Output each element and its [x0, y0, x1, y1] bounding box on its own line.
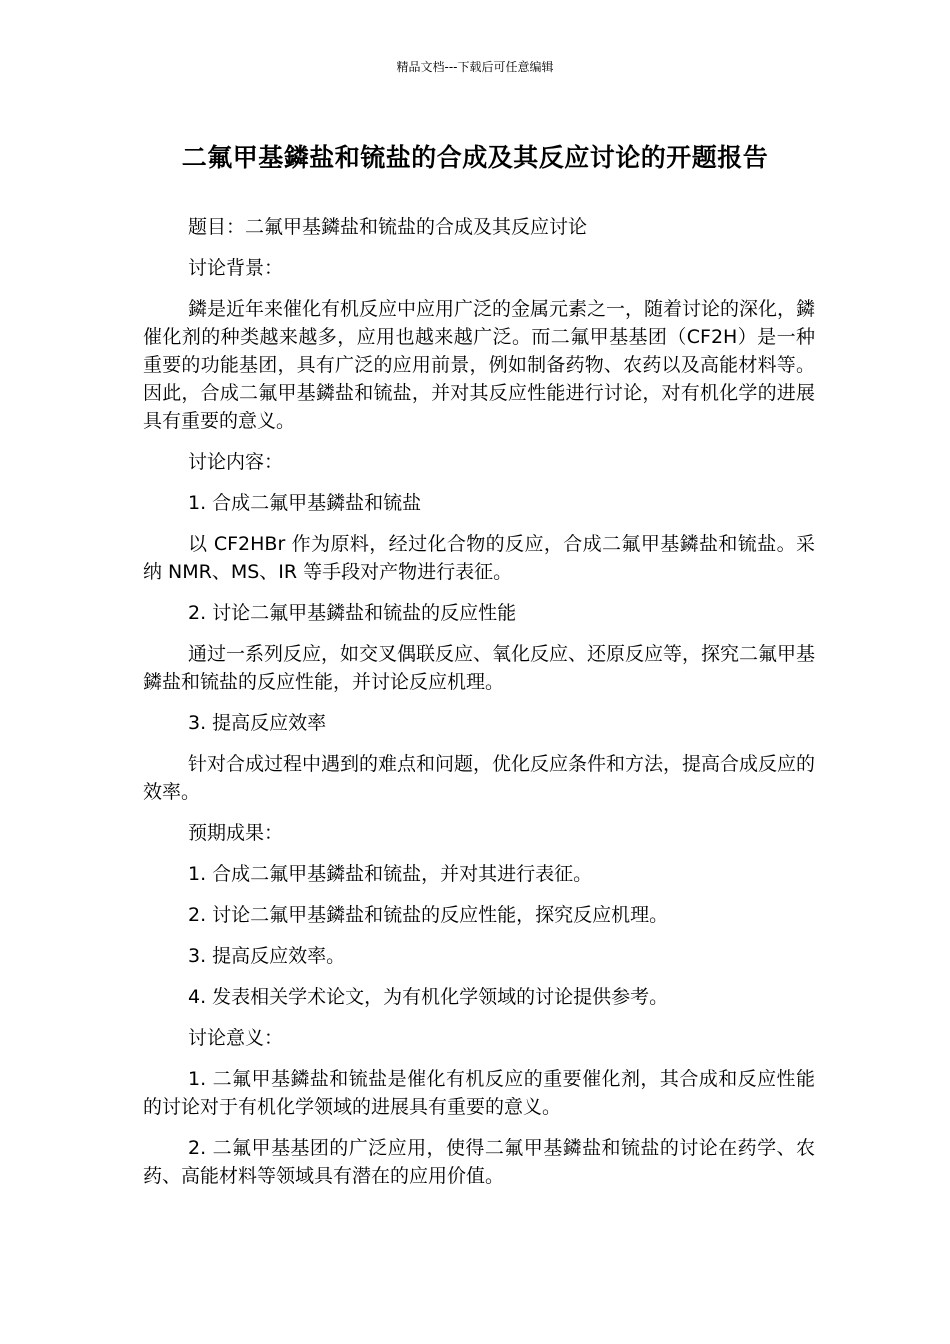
outcome-item-4: 4. 发表相关学术论文，为有机化学领域的讨论提供参考。: [188, 986, 669, 1008]
section-heading-significance: 讨论意义：: [188, 1027, 284, 1049]
document-title: 二氟甲基鏻盐和锍盐的合成及其反应讨论的开题报告: [181, 143, 769, 172]
document-body: [143, 213, 815, 1203]
content-item-3-detail: 针对合成过程中遇到的难点和问题，优化反应条件和方法，提高合成反应的效率。: [143, 753, 816, 803]
section-heading-background: 讨论背景：: [188, 257, 284, 279]
outcome-item-1: 1. 合成二氟甲基鏻盐和锍盐，并对其进行表征。: [188, 863, 593, 885]
significance-item-1: 1. 二氟甲基鏻盐和锍盐是催化有机反应的重要催化剂，其合成和反应性能的讨论对于有机化学领域的进展具有重要的意义。: [143, 1068, 815, 1118]
background-paragraph: 鏻是近年来催化有机反应中应用广泛的金属元素之一，随着讨论的深化，鏻催化剂的种类越来越多，应用也越来越广泛。而二氟甲基基团（CF2H）是一种重要的功能基团，具有广泛的应用前景，例如制备药物、农药以及高能材料等。因此，合成二氟甲基鏻盐和锍盐，并对其反应性能进行讨论，对有机化学的进展具有重要的意义。: [143, 298, 816, 432]
significance-item-2: 2. 二氟甲基基团的广泛应用，使得二氟甲基鏻盐和锍盐的讨论在药学、农药、高能材料等领域具有潜在的应用价值。: [143, 1137, 815, 1187]
content-item-1: 1. 合成二氟甲基鏻盐和锍盐: [188, 492, 422, 514]
section-heading-outcomes: 预期成果：: [188, 822, 284, 844]
content-item-2: 2. 讨论二氟甲基鏻盐和锍盐的反应性能: [188, 602, 517, 624]
page-header-note: 精品文档---下载后可任意编辑: [396, 60, 554, 74]
section-heading-content: 讨论内容：: [188, 451, 284, 473]
topic-line: 题目：二氟甲基鏻盐和锍盐的合成及其反应讨论: [188, 216, 588, 238]
content-item-1-detail: 以 CF2HBr 作为原料，经过化合物的反应，合成二氟甲基鏻盐和锍盐。采纳 NMR、MS、IR 等手段对产物进行表征。: [143, 533, 815, 583]
outcome-item-3: 3. 提高反应效率。: [188, 945, 346, 967]
outcome-item-2: 2. 讨论二氟甲基鏻盐和锍盐的反应性能，探究反应机理。: [188, 904, 669, 926]
content-item-2-detail: 通过一系列反应，如交叉偶联反应、氧化反应、还原反应等，探究二氟甲基鏻盐和锍盐的反应性能，并讨论反应机理。: [143, 643, 816, 693]
content-item-3: 3. 提高反应效率: [188, 712, 327, 734]
